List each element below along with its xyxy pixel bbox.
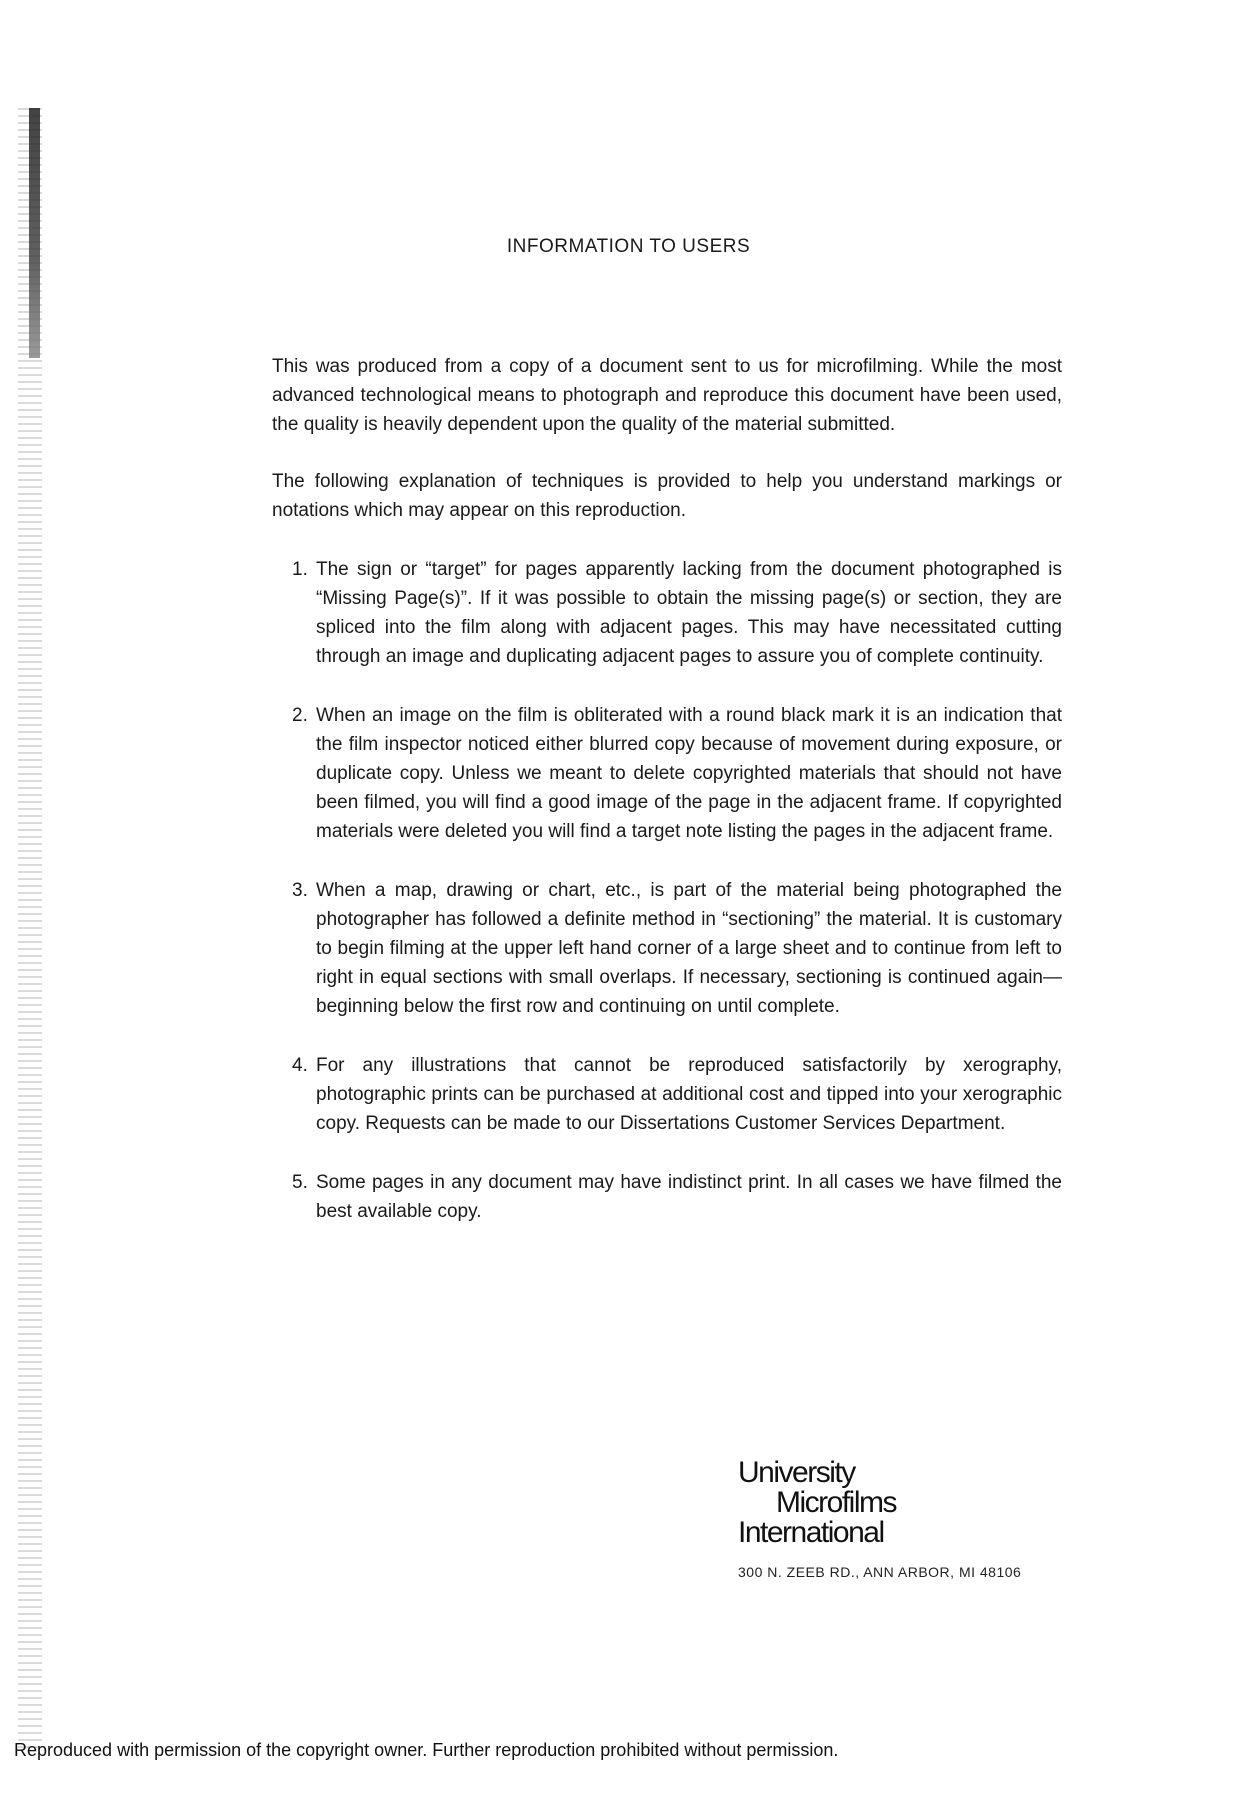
list-item-number: 5. xyxy=(292,1172,308,1193)
list-item-text: For any illustrations that cannot be reproduced satisfactorily by xerography, photographic prints can be purchased at additional cost and tipped into your xerographic copy. Requests can be made to our Dissertations Customer Services Department. xyxy=(316,1055,1062,1134)
publisher-address: 300 N. ZEEB RD., ANN ARBOR, MI 48106 xyxy=(738,1564,1022,1580)
logo-line-international: International xyxy=(738,1516,884,1549)
logo-line-university: University xyxy=(738,1456,855,1489)
list-item xyxy=(272,701,1062,846)
list-item-number: 1. xyxy=(292,559,308,580)
copyright-footer: Reproduced with permission of the copyright owner. Further reproduction prohibited without permission. xyxy=(14,1740,839,1760)
list-item-text: The sign or “target” for pages apparently lacking from the document photographed is “Missing Page(s)”. If it was possible to obtain the missing page(s) or section, they are spliced into the film along with adjacent pages. This may have necessitated cutting through an image and duplicating adjacent pages to assure you of complete continuity. xyxy=(316,559,1062,667)
list-item-number: 3. xyxy=(292,880,308,901)
logo-line-microfilms: Microfilms xyxy=(776,1486,896,1519)
numbered-list xyxy=(272,555,1062,1226)
list-item-text: When an image on the film is obliterated with a round black mark it is an indication that the film inspector noticed either blurred copy because of movement during exposure, or duplicate copy. Unless we meant to delete copyrighted materials that should not have been filmed, you will find a good image of the page in the adjacent frame. If copyrighted materials were deleted you will find a target note listing the pages in the adjacent frame. xyxy=(316,705,1062,842)
intro-paragraph: This was produced from a copy of a document sent to us for microfilming. While the most advanced technological means to photograph and reproduce this document have been used, the quality is heavily dependent upon the quality of the material submitted. xyxy=(272,356,1062,435)
list-item-text: Some pages in any document may have indistinct print. In all cases we have filmed the best available copy. xyxy=(316,1172,1062,1222)
list-item xyxy=(272,1168,1062,1226)
intro-paragraph: The following explanation of techniques is provided to help you understand markings or notations which may appear on this reproduction. xyxy=(272,471,1062,521)
scan-edge-dark-artifact xyxy=(29,108,40,358)
page-title: INFORMATION TO USERS xyxy=(506,236,751,257)
list-item xyxy=(272,876,1062,1021)
document-body xyxy=(272,352,1062,1256)
umi-logo xyxy=(738,1458,958,1548)
list-item-number: 4. xyxy=(292,1055,308,1076)
list-item xyxy=(272,1051,1062,1138)
list-item xyxy=(272,555,1062,671)
list-item-text: When a map, drawing or chart, etc., is part of the material being photographed the photographer has followed a definite method in “sectioning” the material. It is customary to begin filming at the upper left hand corner of a large sheet and to continue from left to right in equal sections with small overlaps. If necessary, sectioning is continued again—beginning below the first row and continuing on until complete. xyxy=(316,880,1062,1017)
list-item-number: 2. xyxy=(292,705,308,726)
